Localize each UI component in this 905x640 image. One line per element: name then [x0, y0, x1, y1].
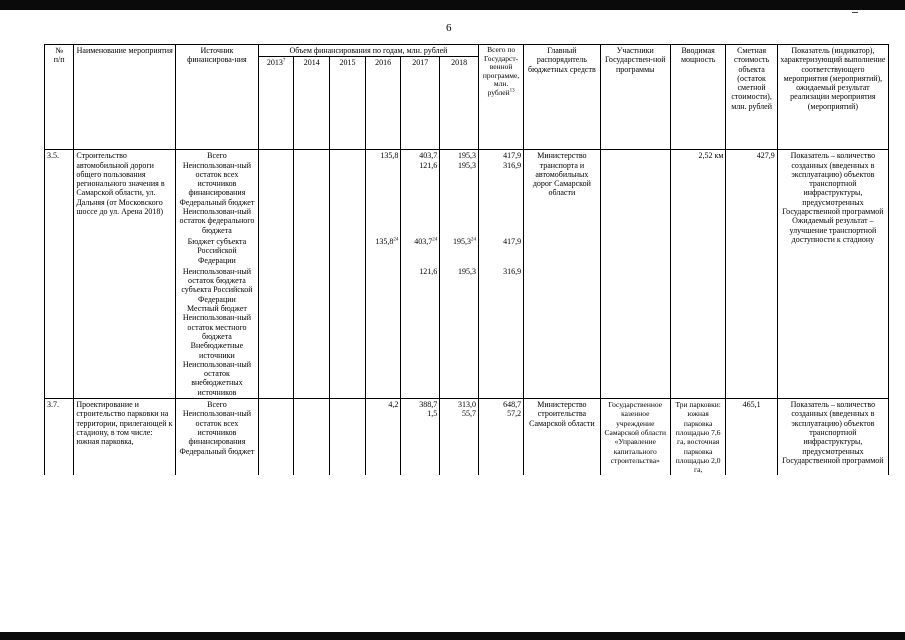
- cell-2017: 388,7 1,5: [401, 399, 440, 476]
- row-num: 3.7.: [45, 399, 74, 476]
- header-cost: Сметная стоимость объекта (остаток сметной стоимости), млн. рублей: [726, 45, 777, 150]
- header-row: [45, 45, 889, 57]
- cell-2018: 313,0 55,7: [440, 399, 479, 476]
- cell-2018: 195,3: [440, 266, 479, 399]
- row-participants: [600, 150, 670, 399]
- page-number: 6: [446, 22, 452, 34]
- header-indicator: Показатель (индикатор), характеризующий выполнение соответствующего мероприятия (мероприятий), ожидаемый результат реализации мероприятия (мероприятий): [777, 45, 888, 150]
- row-indicator: Показатель – количество созданных (введенных в эксплуатацию) объектов транспортной инфраструктуры, предусмотренных Государственной программой Ожидаемый результат – улучшение транспортной доступности к стадиону: [777, 150, 888, 399]
- row-manager: Министерство транспорта и автомобильных дорог Самарской области: [524, 150, 601, 399]
- row-sources: Всего Неиспользован-ный остаток всех источников финансирования Федеральный бюджет Неиспользован-ный остаток федерального бюджета: [176, 150, 259, 236]
- table-row: [45, 150, 889, 236]
- cell-total: 417,9 316,9: [479, 150, 524, 236]
- row-capacity: 2,52 км: [670, 150, 726, 399]
- row-name: Строительство автомобильной дороги общего пользования регионального значения в Самарской области, ул. Дальняя (от Московского шоссе до ул. Арена 2018): [74, 150, 176, 399]
- table-row: [45, 399, 889, 476]
- cell-total: 648,7 57,2: [479, 399, 524, 476]
- row-manager: Министерство строительства Самарской области: [524, 399, 601, 476]
- header-total: Всего по Государст-венной программе, млн. рублей$^{13}$: [479, 45, 524, 150]
- cell-2016: 4,2: [365, 399, 401, 476]
- cell-2017: 403,7$^{24}$: [401, 236, 440, 266]
- header-year-2013: 2013$^7$: [258, 57, 294, 150]
- header-capacity: Вводимая мощность: [670, 45, 726, 150]
- scan-artifact: [852, 12, 858, 13]
- cell-2017: 121,6: [401, 266, 440, 399]
- header-participants: Участники Государствен-ной программы: [600, 45, 670, 150]
- row-sources: Всего Неиспользован-ный остаток всех источников финансирования Федеральный бюджет: [176, 399, 259, 476]
- header-year-2016: 2016: [365, 57, 401, 150]
- cell-2017: 403,7 121,6: [401, 150, 440, 236]
- header-volume: Объем финансирования по годам, млн. рублей: [258, 45, 478, 57]
- row-cost: 465,1: [726, 399, 777, 476]
- row-capacity: Три парковки: южная парковка площадью 7,6 га, восточная парковка площадью 2,0 га,: [670, 399, 726, 476]
- cell-2018: 195,3 195,3: [440, 150, 479, 236]
- header-source: Источник финансирова-ния: [176, 45, 259, 150]
- header-year-2017: 2017: [401, 57, 440, 150]
- header-name: Наименование мероприятия: [74, 45, 176, 150]
- row-name: Проектирование и строительство парковки на территории, прилегающей к стадиону, в том числе: южная парковка,: [74, 399, 176, 476]
- cell-total: 417,9: [479, 236, 524, 266]
- row-indicator: Показатель – количество созданных (введенных в эксплуатацию) объектов транспортной инфраструктуры, предусмотренных Государственной программой: [777, 399, 888, 476]
- row-participants: Государственное казенное учреждение Самарской области «Управление капитального строительства»: [600, 399, 670, 476]
- cell-total: 316,9: [479, 266, 524, 399]
- scan-top-border: [0, 0, 905, 10]
- scan-bottom-border: [0, 632, 905, 640]
- row-sources: Бюджет субъекта Российской Федерации: [176, 236, 259, 266]
- header-year-2015: 2015: [330, 57, 366, 150]
- row-sources: Неиспользован-ный остаток бюджета субъекта Российской Федерации Местный бюджет Неиспользован-ный остаток местного бюджета Внебюджетные источники Неиспользован-ный остаток внебюджетных источников: [176, 266, 259, 399]
- cell-2016: 135,8: [365, 150, 401, 236]
- header-manager: Главный распорядитель бюджетных средств: [524, 45, 601, 150]
- header-num: № п/п: [45, 45, 74, 150]
- cell-2016: 135,8$^{24}$: [365, 236, 401, 266]
- cell-2018: 195,3$^{24}$: [440, 236, 479, 266]
- financing-table: [44, 44, 889, 475]
- header-year-2018: 2018: [440, 57, 479, 150]
- row-num: 3.5.: [45, 150, 74, 399]
- row-cost: 427,9: [726, 150, 777, 399]
- header-year-2014: 2014: [294, 57, 330, 150]
